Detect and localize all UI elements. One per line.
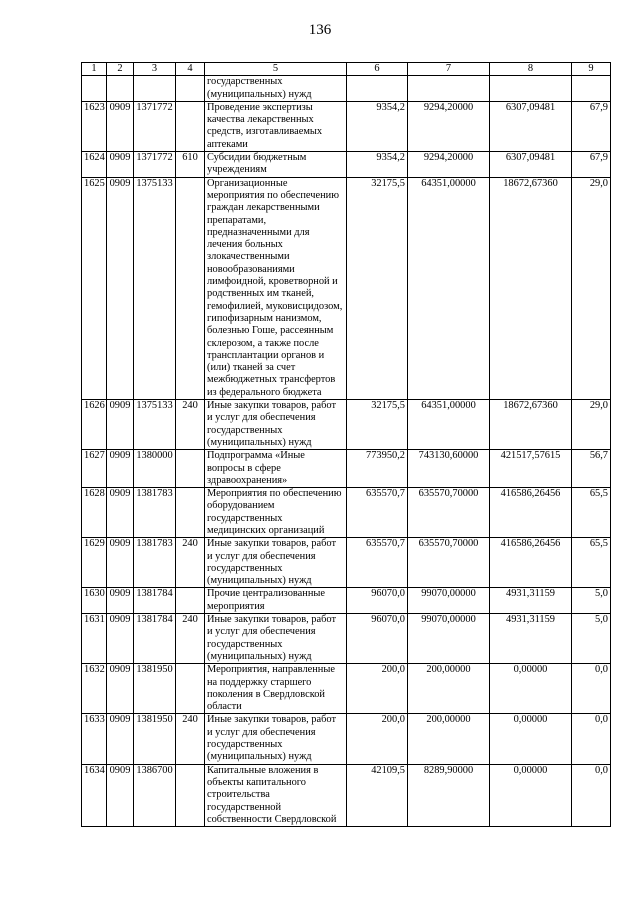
target-item-code-cell: 1371772	[134, 152, 176, 178]
section-code-cell: 0909	[107, 400, 134, 450]
table-row	[82, 614, 611, 664]
expense-type-code-cell	[176, 588, 205, 614]
expense-type-code-cell	[176, 450, 205, 488]
amount-initial-cell: 9354,2	[347, 101, 408, 151]
amount-initial-cell: 32175,5	[347, 400, 408, 450]
expense-type-code-cell: 240	[176, 400, 205, 450]
amount-approved-cell: 635570,70000	[408, 538, 490, 588]
item-name-cell: государственных (муниципальных) нужд	[205, 76, 347, 102]
execution-percent-cell: 0,0	[572, 714, 611, 764]
execution-percent-cell: 0,0	[572, 664, 611, 714]
amount-approved-cell: 9294,20000	[408, 101, 490, 151]
execution-percent-cell: 29,0	[572, 400, 611, 450]
section-code-cell: 0909	[107, 664, 134, 714]
expense-type-code-cell: 240	[176, 538, 205, 588]
row-number-cell: 1634	[82, 764, 107, 826]
column-header: 7	[408, 63, 490, 76]
execution-percent-cell: 5,0	[572, 588, 611, 614]
item-name-cell: Мероприятия, направленные на поддержку старшего поколения в Свердловской области	[205, 664, 347, 714]
row-number-cell: 1625	[82, 177, 107, 399]
amount-initial-cell: 635570,7	[347, 538, 408, 588]
row-number-cell: 1623	[82, 101, 107, 151]
column-header: 8	[490, 63, 572, 76]
execution-percent-cell: 67,9	[572, 152, 611, 178]
table-row	[82, 764, 611, 826]
expense-type-code-cell	[176, 101, 205, 151]
amount-approved-cell: 635570,70000	[408, 488, 490, 538]
amount-initial-cell: 96070,0	[347, 614, 408, 664]
execution-percent-cell: 67,9	[572, 101, 611, 151]
amount-executed-cell: 0,00000	[490, 664, 572, 714]
target-item-code-cell: 1380000	[134, 450, 176, 488]
target-item-code-cell: 1375133	[134, 177, 176, 399]
row-number-cell: 1632	[82, 664, 107, 714]
amount-executed-cell: 0,00000	[490, 764, 572, 826]
amount-executed-cell	[490, 76, 572, 102]
amount-approved-cell: 200,00000	[408, 714, 490, 764]
expense-type-code-cell	[176, 76, 205, 102]
section-code-cell	[107, 76, 134, 102]
table-row	[82, 538, 611, 588]
row-number-cell: 1631	[82, 614, 107, 664]
expense-type-code-cell: 610	[176, 152, 205, 178]
expense-type-code-cell	[176, 177, 205, 399]
target-item-code-cell: 1371772	[134, 101, 176, 151]
amount-initial-cell	[347, 76, 408, 102]
expense-type-code-cell	[176, 764, 205, 826]
target-item-code-cell: 1381783	[134, 538, 176, 588]
execution-percent-cell: 65,5	[572, 538, 611, 588]
table-row	[82, 152, 611, 178]
row-number-cell: 1628	[82, 488, 107, 538]
item-name-cell: Иные закупки товаров, работ и услуг для обеспечения государственных (муниципальных) нужд	[205, 714, 347, 764]
row-number-cell: 1624	[82, 152, 107, 178]
amount-approved-cell: 9294,20000	[408, 152, 490, 178]
section-code-cell: 0909	[107, 101, 134, 151]
amount-executed-cell: 0,00000	[490, 714, 572, 764]
column-header: 5	[205, 63, 347, 76]
amount-initial-cell: 96070,0	[347, 588, 408, 614]
amount-approved-cell: 743130,60000	[408, 450, 490, 488]
table-row	[82, 714, 611, 764]
item-name-cell: Подпрограмма «Иные вопросы в сфере здравоохранения»	[205, 450, 347, 488]
expense-type-code-cell: 240	[176, 714, 205, 764]
section-code-cell: 0909	[107, 450, 134, 488]
expense-type-code-cell	[176, 664, 205, 714]
section-code-cell: 0909	[107, 152, 134, 178]
amount-executed-cell: 18672,67360	[490, 177, 572, 399]
amount-executed-cell: 18672,67360	[490, 400, 572, 450]
item-name-cell: Субсидии бюджетным учреждениям	[205, 152, 347, 178]
column-header: 3	[134, 63, 176, 76]
amount-approved-cell	[408, 76, 490, 102]
row-number-cell: 1629	[82, 538, 107, 588]
expense-type-code-cell	[176, 488, 205, 538]
item-name-cell: Иные закупки товаров, работ и услуг для обеспечения государственных (муниципальных) нужд	[205, 538, 347, 588]
execution-percent-cell: 5,0	[572, 614, 611, 664]
execution-percent-cell: 65,5	[572, 488, 611, 538]
section-code-cell: 0909	[107, 538, 134, 588]
amount-initial-cell: 635570,7	[347, 488, 408, 538]
row-number-cell: 1626	[82, 400, 107, 450]
column-header: 9	[572, 63, 611, 76]
amount-approved-cell: 64351,00000	[408, 400, 490, 450]
item-name-cell: Организационные мероприятия по обеспечению граждан лекарственными препаратами, предназначенными для лечения больных злокачественными новообразованиями лимфоидной, кроветворной и родственных им тканей, гемофилией, муковисцидозом, гипофизарным нанизмом, болезнью Гоше, рассеянным склерозом, а также после трансплантации органов и (или) тканей за счет межбюджетных трансфертов из федерального бюджета	[205, 177, 347, 399]
item-name-cell: Иные закупки товаров, работ и услуг для обеспечения государственных (муниципальных) нужд	[205, 614, 347, 664]
expense-type-code-cell: 240	[176, 614, 205, 664]
column-header: 1	[82, 63, 107, 76]
amount-executed-cell: 416586,26456	[490, 538, 572, 588]
row-number-cell	[82, 76, 107, 102]
item-name-cell: Мероприятия по обеспечению оборудованием государственных медицинских организаций	[205, 488, 347, 538]
page-number: 136	[308, 22, 332, 38]
section-code-cell: 0909	[107, 177, 134, 399]
section-code-cell: 0909	[107, 614, 134, 664]
table-row	[82, 588, 611, 614]
amount-initial-cell: 42109,5	[347, 764, 408, 826]
table-body	[82, 63, 611, 827]
amount-initial-cell: 773950,2	[347, 450, 408, 488]
table-row	[82, 664, 611, 714]
target-item-code-cell: 1386700	[134, 764, 176, 826]
section-code-cell: 0909	[107, 588, 134, 614]
row-number-cell: 1630	[82, 588, 107, 614]
amount-initial-cell: 200,0	[347, 664, 408, 714]
column-header: 2	[107, 63, 134, 76]
item-name-cell: Иные закупки товаров, работ и услуг для обеспечения государственных (муниципальных) нужд	[205, 400, 347, 450]
target-item-code-cell: 1381784	[134, 588, 176, 614]
execution-percent-cell: 29,0	[572, 177, 611, 399]
target-item-code-cell	[134, 76, 176, 102]
table-header-row	[82, 63, 611, 76]
amount-executed-cell: 4931,31159	[490, 588, 572, 614]
amount-executed-cell: 6307,09481	[490, 152, 572, 178]
execution-percent-cell: 56,7	[572, 450, 611, 488]
amount-approved-cell: 64351,00000	[408, 177, 490, 399]
section-code-cell: 0909	[107, 714, 134, 764]
amount-initial-cell: 9354,2	[347, 152, 408, 178]
execution-percent-cell: 0,0	[572, 764, 611, 826]
column-header: 4	[176, 63, 205, 76]
row-number-cell: 1633	[82, 714, 107, 764]
section-code-cell: 0909	[107, 488, 134, 538]
target-item-code-cell: 1375133	[134, 400, 176, 450]
amount-executed-cell: 421517,57615	[490, 450, 572, 488]
table-row	[82, 400, 611, 450]
item-name-cell: Капитальные вложения в объекты капитального строительства государственной собственности Свердловской	[205, 764, 347, 826]
amount-initial-cell: 200,0	[347, 714, 408, 764]
item-name-cell: Прочие централизованные мероприятия	[205, 588, 347, 614]
target-item-code-cell: 1381783	[134, 488, 176, 538]
table-row	[82, 76, 611, 102]
amount-executed-cell: 4931,31159	[490, 614, 572, 664]
target-item-code-cell: 1381950	[134, 664, 176, 714]
section-code-cell: 0909	[107, 764, 134, 826]
execution-percent-cell	[572, 76, 611, 102]
amount-approved-cell: 99070,00000	[408, 588, 490, 614]
target-item-code-cell: 1381784	[134, 614, 176, 664]
amount-initial-cell: 32175,5	[347, 177, 408, 399]
amount-executed-cell: 416586,26456	[490, 488, 572, 538]
item-name-cell: Проведение экспертизы качества лекарственных средств, изготавливаемых аптеками	[205, 101, 347, 151]
table-row	[82, 177, 611, 399]
column-header: 6	[347, 63, 408, 76]
budget-table	[81, 62, 611, 827]
amount-approved-cell: 8289,90000	[408, 764, 490, 826]
table-row	[82, 450, 611, 488]
row-number-cell: 1627	[82, 450, 107, 488]
target-item-code-cell: 1381950	[134, 714, 176, 764]
amount-approved-cell: 200,00000	[408, 664, 490, 714]
amount-executed-cell: 6307,09481	[490, 101, 572, 151]
amount-approved-cell: 99070,00000	[408, 614, 490, 664]
table-row	[82, 101, 611, 151]
table-row	[82, 488, 611, 538]
